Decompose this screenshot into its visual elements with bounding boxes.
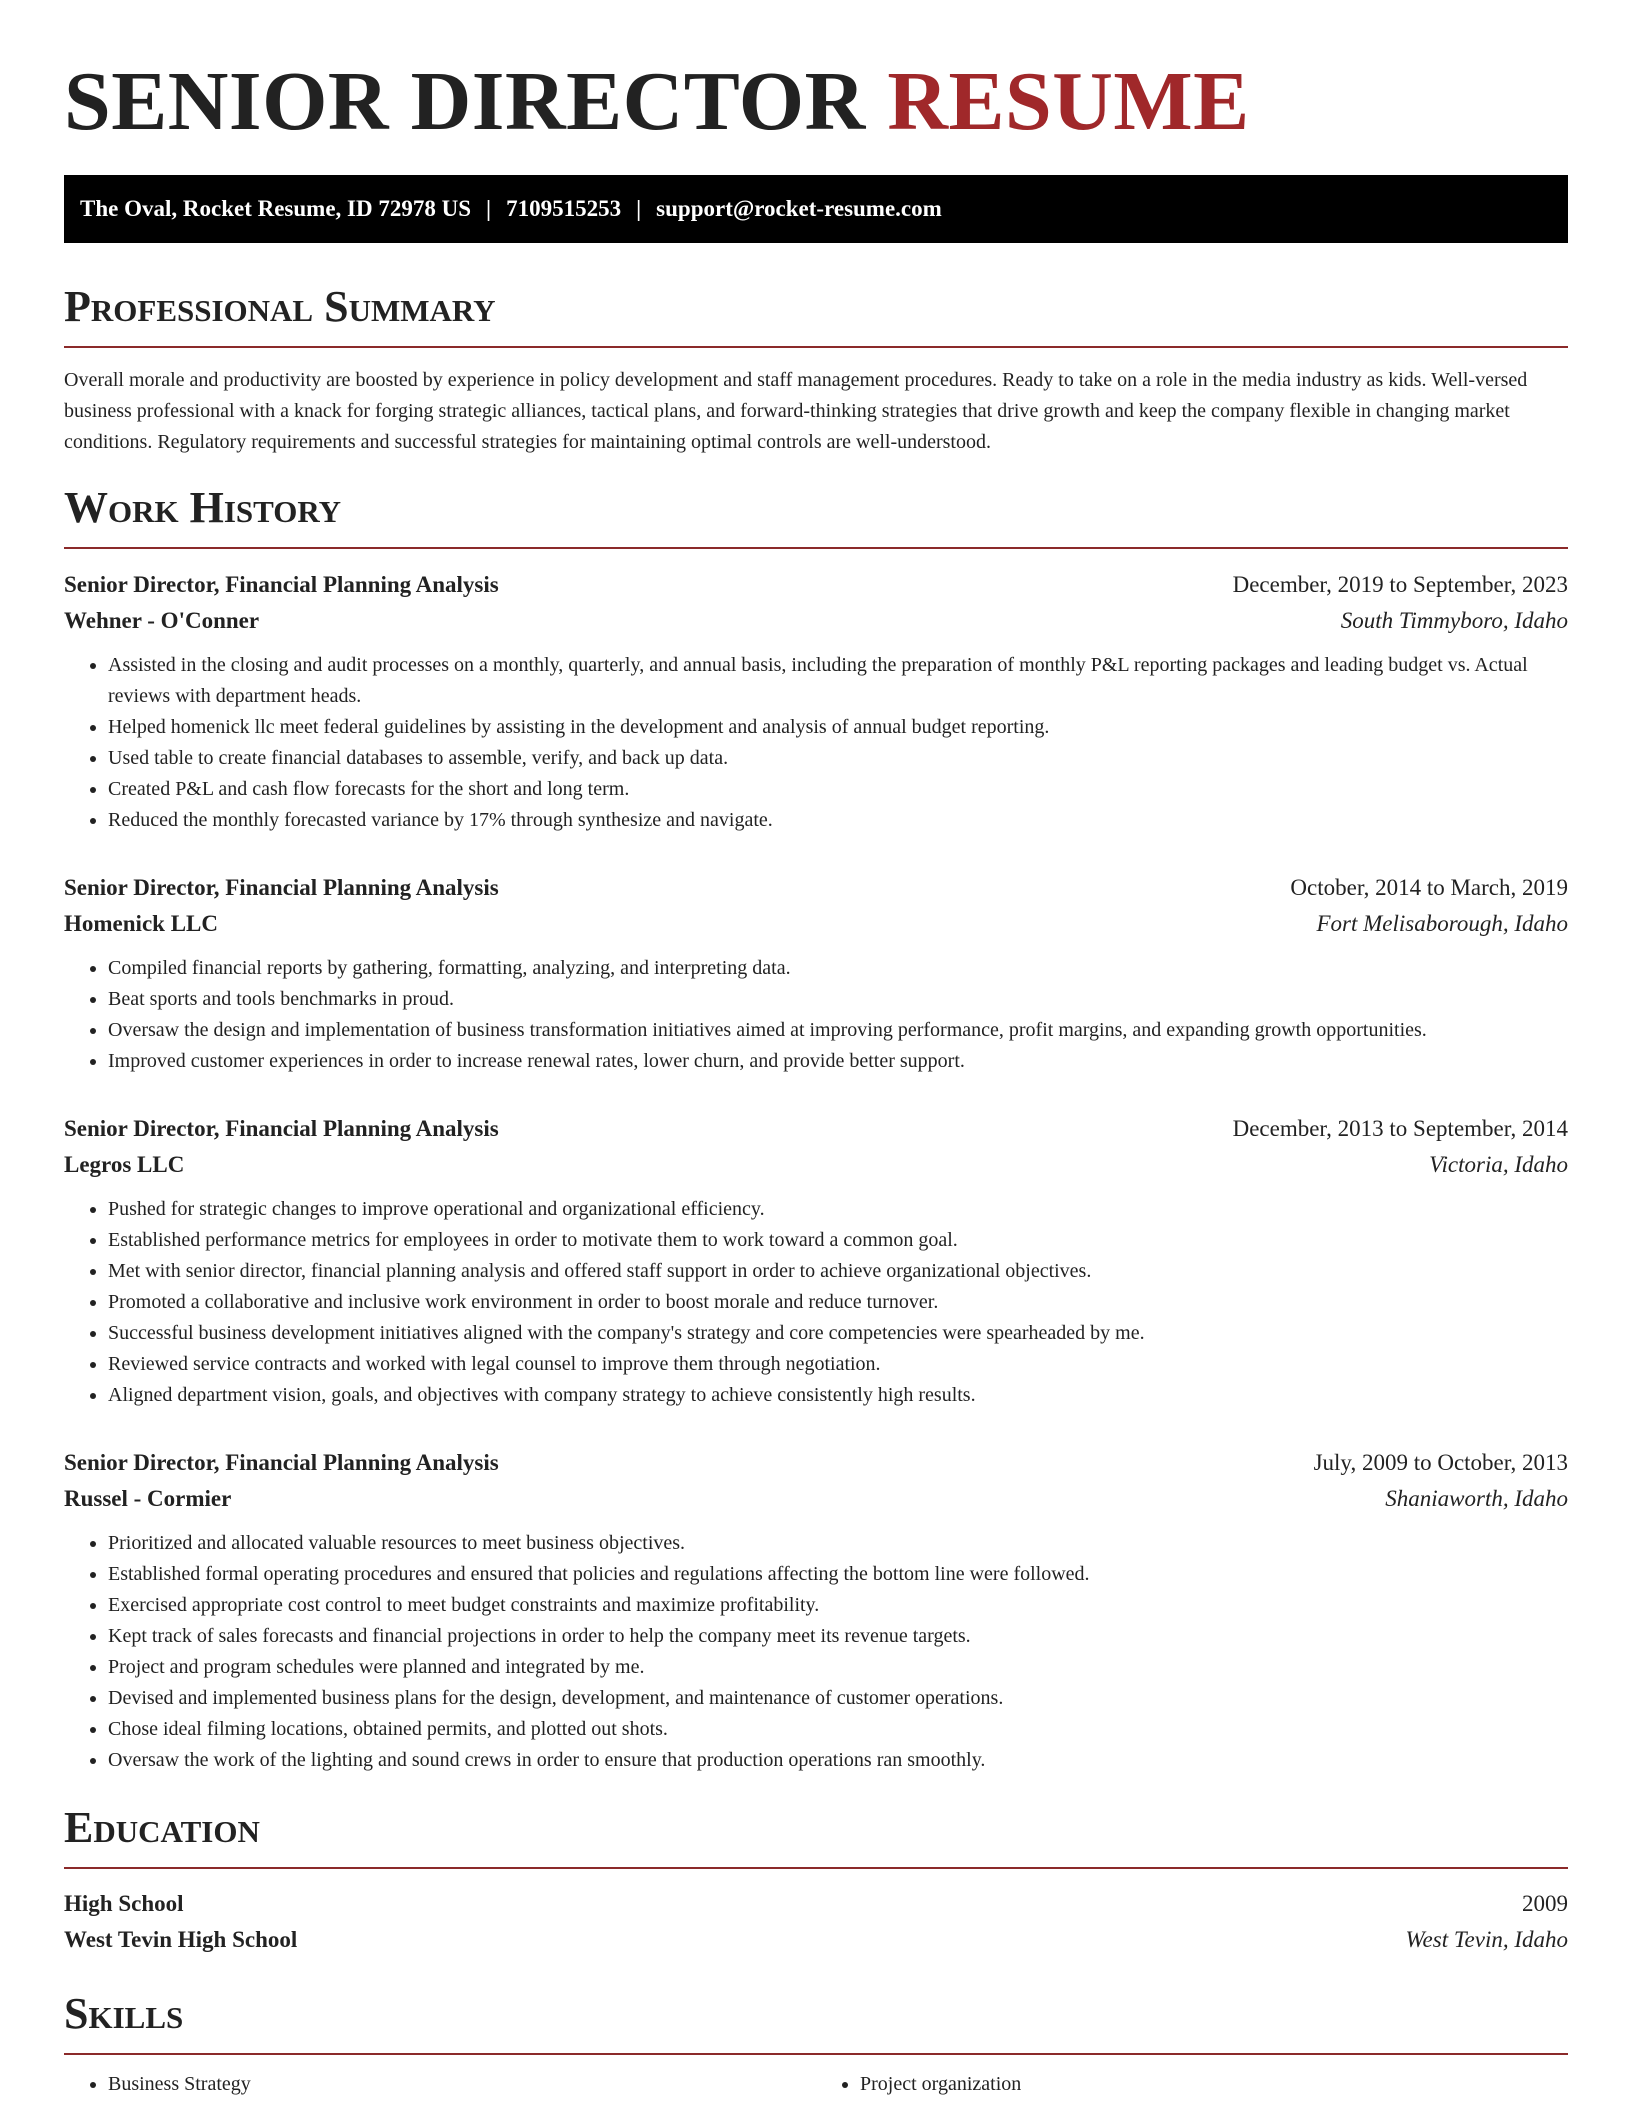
education-degree: High School xyxy=(64,1891,184,1916)
contact-phone: 7109515253 xyxy=(506,196,622,221)
job-location: Fort Melisaborough, Idaho xyxy=(1316,911,1568,936)
job-bullets xyxy=(64,953,1568,1077)
job-location: Victoria, Idaho xyxy=(1429,1152,1568,1177)
education-school: West Tevin High School xyxy=(64,1927,298,1952)
contact-email[interactable]: support@rocket-resume.com xyxy=(656,196,942,221)
job-bullet: • Oversaw the work of the lighting and sound crews in order to ensure that production operations ran smoothly. xyxy=(108,1745,1568,1776)
job-location: South Timmyboro, Idaho xyxy=(1340,608,1568,633)
job-bullet: • Reviewed service contracts and worked with legal counsel to improve them through negotiation. xyxy=(108,1349,1568,1380)
skill-item: • Business Strategy xyxy=(108,2069,816,2100)
section-heading: Professional Summary xyxy=(64,282,496,331)
job-bullets xyxy=(64,1194,1568,1411)
job-bullet: • Established formal operating procedures and ensured that policies and regulations affecting the bottom line were followed. xyxy=(108,1559,1568,1590)
job-header-row xyxy=(64,1445,1568,1481)
job-bullet: • Assisted in the closing and audit processes on a monthly, quarterly, and annual basis, including the preparation of monthly P&L reporting packages and leading budget vs. Actual reviews with department heads. xyxy=(108,650,1568,712)
job-location: Shaniaworth, Idaho xyxy=(1385,1486,1568,1511)
summary-text: Overall morale and productivity are boosted by experience in policy development and staff management procedures. Ready to take on a role in the media industry as kids. Well-versed business professional with a knack for forging strategic alliances, tactical plans, and forward-thinking strategies that drive growth and keep the company flexible in changing market conditions. Regulatory requirements and successful strategies for maintaining optimal controls are well-understood. xyxy=(64,369,1528,453)
job-bullet: • Reduced the monthly forecasted variance by 17% through synthesize and navigate. xyxy=(108,805,1568,836)
job-entry xyxy=(64,1445,1568,1776)
job-bullet: • Created P&L and cash flow forecasts for the short and long term. xyxy=(108,774,1568,805)
job-bullet: • Promoted a collaborative and inclusive work environment in order to boost morale and reduce turnover. xyxy=(108,1287,1568,1318)
section-heading: Education xyxy=(64,1803,260,1852)
section-divider xyxy=(64,346,1568,348)
education-row xyxy=(64,1886,1568,1922)
education-year: 2009 xyxy=(1522,1891,1568,1916)
education-entry xyxy=(64,1886,1568,1958)
job-bullet: • Established performance metrics for employees in order to motivate them to work toward a common goal. xyxy=(108,1225,1568,1256)
skills-grid xyxy=(64,2069,1568,2100)
job-bullet: • Project and program schedules were planned and integrated by me. xyxy=(108,1652,1568,1683)
skills-column-right xyxy=(816,2069,1568,2100)
job-header-row xyxy=(64,567,1568,603)
job-company-row xyxy=(64,1481,1568,1517)
education-section xyxy=(64,1802,1568,1958)
section-divider xyxy=(64,1867,1568,1869)
education-location: West Tevin, Idaho xyxy=(1405,1927,1568,1952)
job-bullet: • Improved customer experiences in order to increase renewal rates, lower churn, and provide better support. xyxy=(108,1046,1568,1077)
job-title: Senior Director, Financial Planning Analysis xyxy=(64,1450,499,1475)
job-company: Legros LLC xyxy=(64,1152,185,1177)
job-dates: December, 2013 to September, 2014 xyxy=(1232,1116,1568,1141)
job-bullet: • Exercised appropriate cost control to meet budget constraints and maximize profitability. xyxy=(108,1590,1568,1621)
skill-item: • Project organization xyxy=(860,2069,1568,2100)
education-row xyxy=(64,1922,1568,1958)
job-bullet: • Devised and implemented business plans for the design, development, and maintenance of customer operations. xyxy=(108,1683,1568,1714)
job-entry xyxy=(64,1111,1568,1411)
contact-address: The Oval, Rocket Resume, ID 72978 US xyxy=(80,196,471,221)
skills-section xyxy=(64,1988,1568,2100)
job-bullet: • Used table to create financial databases to assemble, verify, and back up data. xyxy=(108,743,1568,774)
contact-separator: | xyxy=(486,196,492,221)
work-history-section xyxy=(64,482,1568,1776)
job-bullet: • Beat sports and tools benchmarks in proud. xyxy=(108,984,1568,1015)
job-header-row xyxy=(64,870,1568,906)
job-bullet: • Met with senior director, financial planning analysis and offered staff support in order to achieve organizational objectives. xyxy=(108,1256,1568,1287)
job-entry xyxy=(64,567,1568,836)
job-company: Homenick LLC xyxy=(64,911,218,936)
title-accent: RESUME xyxy=(887,55,1250,148)
job-company: Wehner - O'Conner xyxy=(64,608,260,633)
contact-separator: | xyxy=(636,196,642,221)
job-entry xyxy=(64,870,1568,1077)
job-bullet: • Helped homenick llc meet federal guidelines by assisting in the development and analysis of annual budget reporting. xyxy=(108,712,1568,743)
job-bullets xyxy=(64,650,1568,836)
skills-column-left xyxy=(64,2069,816,2100)
title-main: SENIOR DIRECTOR xyxy=(64,55,866,148)
job-company-row xyxy=(64,906,1568,942)
professional-summary-section xyxy=(64,281,1568,458)
job-title: Senior Director, Financial Planning Analysis xyxy=(64,1116,499,1141)
job-bullet: • Chose ideal filming locations, obtained permits, and plotted out shots. xyxy=(108,1714,1568,1745)
job-dates: July, 2009 to October, 2013 xyxy=(1313,1450,1568,1475)
job-company-row xyxy=(64,1147,1568,1183)
job-dates: December, 2019 to September, 2023 xyxy=(1232,572,1568,597)
jobs-list xyxy=(64,567,1568,1776)
job-title: Senior Director, Financial Planning Analysis xyxy=(64,572,499,597)
job-header-row xyxy=(64,1111,1568,1147)
job-company-row xyxy=(64,603,1568,639)
resume-title xyxy=(64,52,1568,152)
job-bullet: • Prioritized and allocated valuable resources to meet business objectives. xyxy=(108,1528,1568,1559)
section-divider xyxy=(64,2053,1568,2055)
job-bullet: • Compiled financial reports by gathering, formatting, analyzing, and interpreting data. xyxy=(108,953,1568,984)
contact-bar xyxy=(64,175,1568,243)
section-divider xyxy=(64,547,1568,549)
job-bullet: • Kept track of sales forecasts and financial projections in order to help the company meet its revenue targets. xyxy=(108,1621,1568,1652)
section-heading: Skills xyxy=(64,1989,184,2038)
job-dates: October, 2014 to March, 2019 xyxy=(1290,875,1568,900)
job-bullet: • Pushed for strategic changes to improve operational and organizational efficiency. xyxy=(108,1194,1568,1225)
section-heading: Work History xyxy=(64,483,342,532)
job-bullets xyxy=(64,1528,1568,1776)
job-bullet: • Aligned department vision, goals, and objectives with company strategy to achieve consistently high results. xyxy=(108,1380,1568,1411)
job-bullet: • Oversaw the design and implementation of business transformation initiatives aimed at improving performance, profit margins, and expanding growth opportunities. xyxy=(108,1015,1568,1046)
job-company: Russel - Cormier xyxy=(64,1486,232,1511)
job-bullet: • Successful business development initiatives aligned with the company's strategy and core competencies were spearheaded by me. xyxy=(108,1318,1568,1349)
job-title: Senior Director, Financial Planning Analysis xyxy=(64,875,499,900)
